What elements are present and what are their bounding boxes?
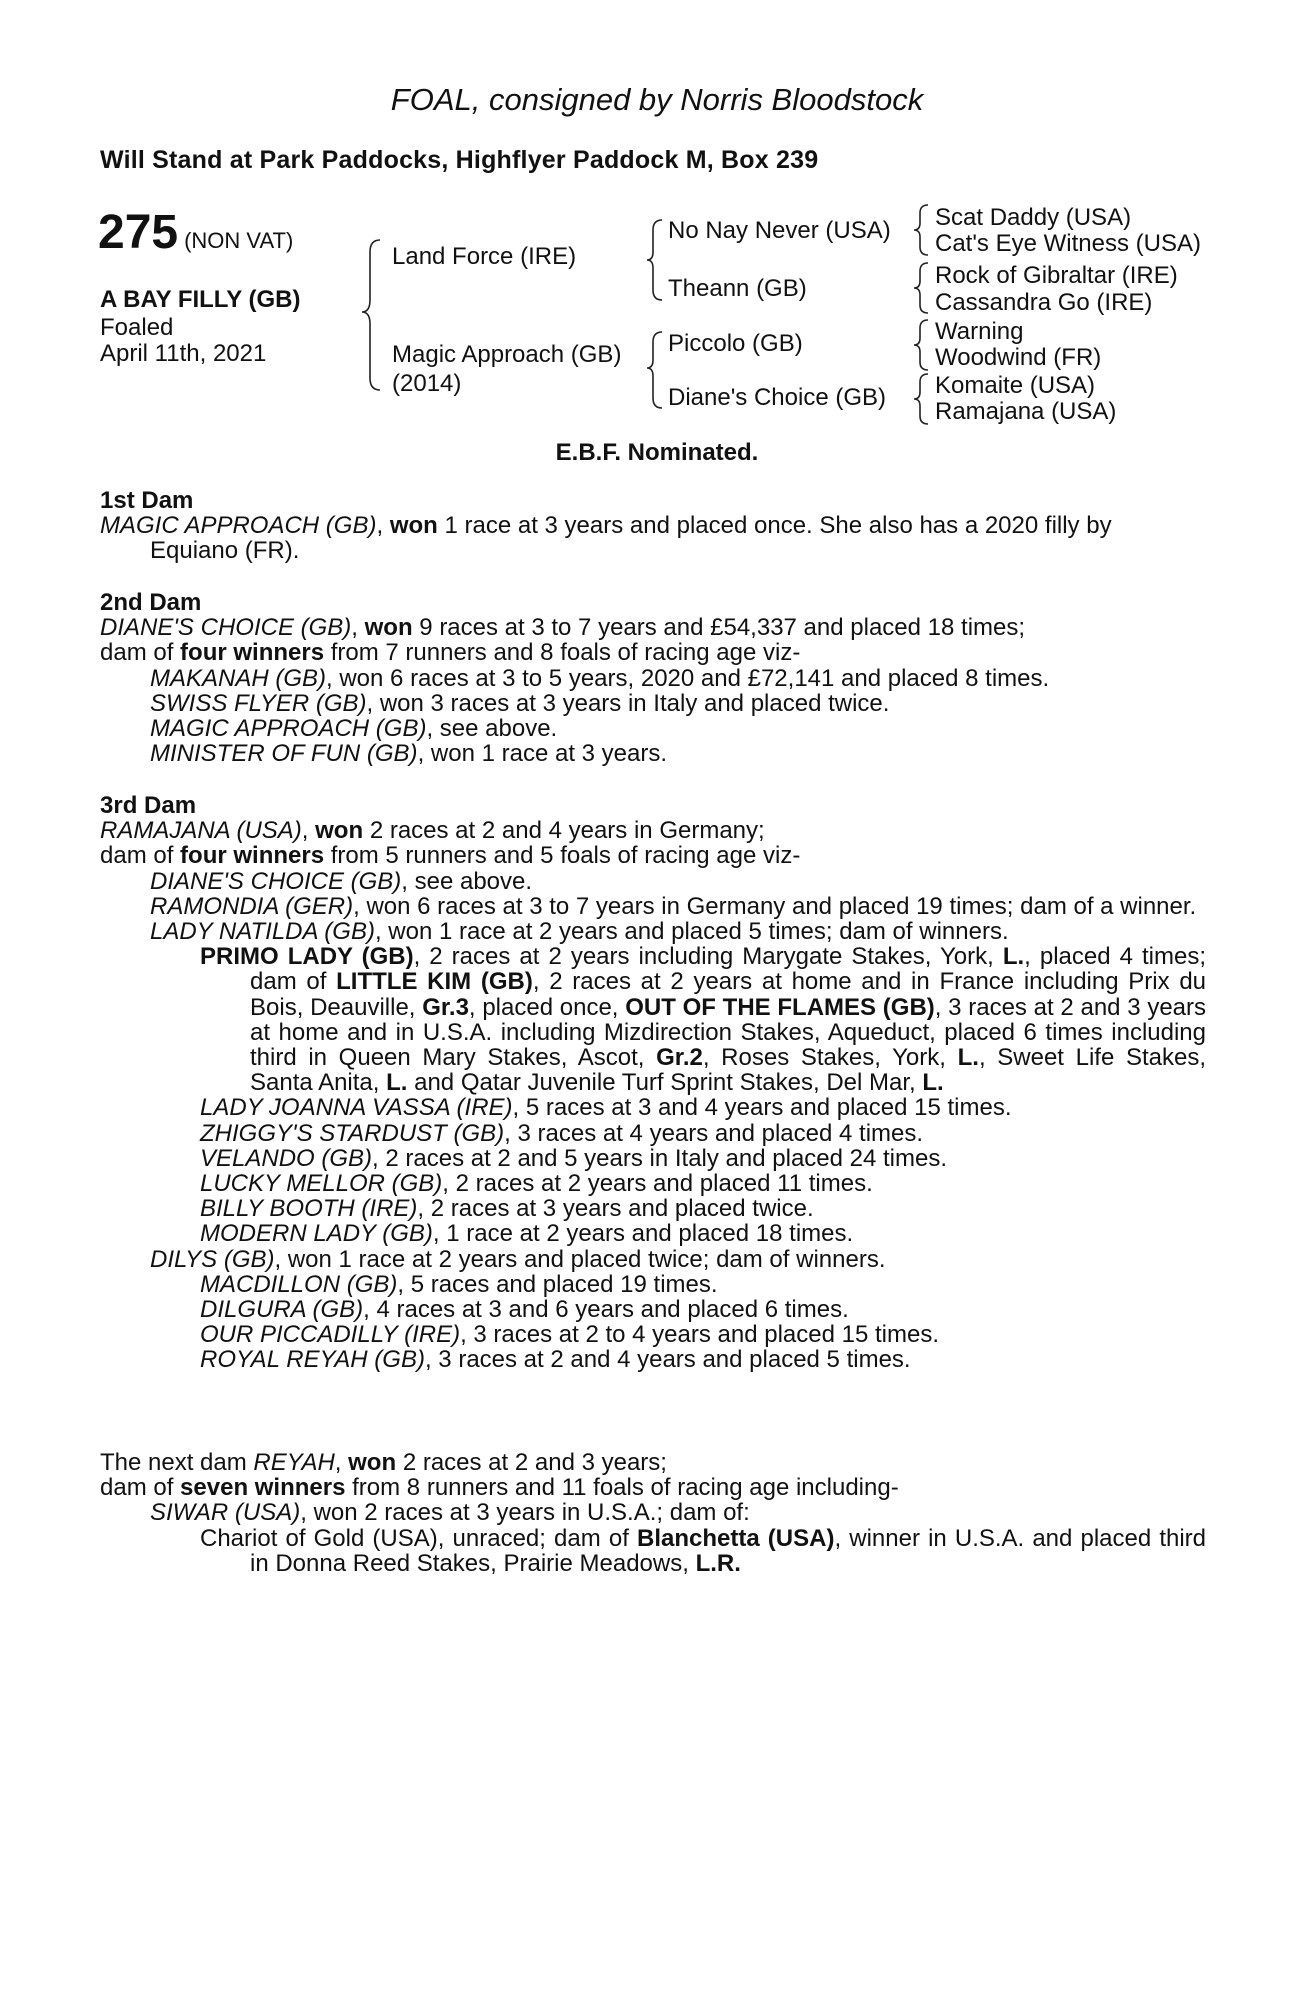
- progeny-name: MINISTER OF FUN (GB): [150, 740, 418, 768]
- won-label: won: [315, 817, 364, 845]
- gen3-brace-2: [914, 263, 928, 313]
- progeny-name: BILLY BOOTH (IRE): [200, 1195, 418, 1223]
- dam-brace: [647, 332, 662, 408]
- progeny-text: , 5 races at 3 and 4 years and placed 15 times.: [512, 1094, 1012, 1122]
- sire-brace: [647, 220, 662, 300]
- dam-name: RAMAJANA (USA): [100, 817, 302, 845]
- list-item: [100, 1095, 1206, 1120]
- first-dam-record: MAGIC APPROACH (GB), won 1 race at 3 years and placed once. She also has a 2020 filly by Equiano (FR).: [100, 512, 1112, 565]
- progeny-name: DIANE'S CHOICE (GB): [150, 867, 402, 895]
- progeny-text: , won 1 race at 2 years and placed twice; dam of winners.: [274, 1245, 886, 1273]
- third-dam-record: RAMAJANA (USA), won 2 races at 2 and 4 years in Germany;: [100, 817, 765, 845]
- record-text: , winner in U.S.A. and placed third in Donna Reed Stakes, Prairie Meadows,: [250, 1524, 1207, 1577]
- second-dam-record: DIANE'S CHOICE (GB), won 9 races at 3 to 7 years and £54,337 and placed 18 times;: [100, 614, 1026, 642]
- list-item: [100, 1247, 1206, 1272]
- progeny-name: SWISS FLYER (GB): [150, 689, 367, 717]
- gen4-8: Ramajana (USA): [935, 398, 1117, 425]
- sire-name: Land Force (IRE): [392, 243, 577, 270]
- progeny-text: , won 1 race at 3 years.: [417, 740, 668, 768]
- list-item: [100, 1500, 1206, 1525]
- progeny-name: VELANDO (GB): [200, 1144, 373, 1172]
- progeny-text: , 2 races at 2 and 5 years in Italy and placed 24 times.: [372, 1144, 948, 1172]
- next-dam-record: The next dam REYAH, won 2 races at 2 and 3 years;: [100, 1449, 667, 1476]
- progeny-text: , won 2 races at 3 years in U.S.A.; dam of:: [300, 1499, 750, 1527]
- list-item: [100, 1121, 1206, 1146]
- third-dam-heading: 3rd Dam: [100, 792, 197, 819]
- progeny-text: , won 6 races at 3 to 5 years, 2020 and £72,141 and placed 8 times.: [326, 664, 1050, 692]
- dam-dam: Diane's Choice (GB): [668, 384, 886, 411]
- list-item: [100, 1297, 1206, 1322]
- consignor-line: FOAL, consigned by Norris Bloodstock: [390, 82, 924, 117]
- list-item: [100, 666, 1206, 691]
- second-dam-heading: 2nd Dam: [100, 589, 202, 616]
- progeny-text: , 3 races at 4 years and placed 4 times.: [504, 1119, 924, 1147]
- winners-count: four winners: [180, 842, 325, 870]
- horse-description: A BAY FILLY (GB): [100, 286, 301, 313]
- record-text: 2 races at 2 and 4 years in Germany;: [369, 817, 765, 845]
- dam-of-label: dam of: [100, 639, 174, 667]
- record-text: , Roses Stakes, York,: [702, 1044, 946, 1072]
- progeny-name: MACDILLON (GB): [200, 1270, 398, 1298]
- winners-count: four winners: [180, 639, 325, 667]
- first-dam-heading: 1st Dam: [100, 487, 194, 514]
- gen4-7: Komaite (USA): [935, 372, 1096, 399]
- list-item: [100, 919, 1206, 944]
- progeny-text: , won 3 races at 3 years in Italy and placed twice.: [366, 689, 890, 717]
- dam-name: Magic Approach (GB): [392, 341, 622, 368]
- progeny-name: SIWAR (USA): [150, 1499, 301, 1527]
- dam-of-label: dam of: [100, 1474, 174, 1502]
- gen4-3: Rock of Gibraltar (IRE): [935, 262, 1178, 289]
- gen4-6: Woodwind (FR): [935, 344, 1102, 371]
- record-text: , placed 4 times; dam of: [250, 943, 1206, 996]
- progeny-text: , won 1 race at 2 years and placed 5 times; dam of winners.: [374, 918, 1009, 946]
- list-item: [100, 1146, 1206, 1171]
- list-item: [100, 1171, 1206, 1196]
- list-item: [100, 1347, 1206, 1372]
- progeny-name: ZHIGGY'S STARDUST (GB): [200, 1119, 505, 1147]
- gen4-5: Warning: [935, 318, 1024, 345]
- vat-status: (NON VAT): [184, 228, 294, 253]
- second-dam-section: [100, 590, 1206, 766]
- stand-location: Will Stand at Park Paddocks, Highflyer Paddock M, Box 239: [100, 146, 819, 174]
- listed-badge: L.: [386, 1069, 408, 1097]
- dam-of-label: dam of: [100, 842, 174, 870]
- progeny-text: , 3 races at 2 and 4 years and placed 5 times.: [424, 1346, 911, 1374]
- second-dam-produce: [100, 640, 1206, 665]
- progeny-name: LADY NATILDA (GB): [150, 918, 375, 946]
- gen4-4: Cassandra Go (IRE): [935, 289, 1153, 316]
- won-label: won: [348, 1449, 397, 1476]
- dam-name: REYAH: [253, 1449, 335, 1476]
- progeny-name: ROYAL REYAH (GB): [200, 1346, 425, 1374]
- primo-lady-entry: [100, 944, 1206, 1095]
- progeny-name: Blanchetta (USA): [637, 1524, 835, 1552]
- progeny-name: LUCKY MELLOR (GB): [200, 1170, 443, 1198]
- next-dam-section: [100, 1450, 1206, 1576]
- gen3-brace-3: [914, 320, 928, 370]
- gen3-brace-1: [914, 205, 928, 255]
- group-badge: Gr.2: [656, 1044, 703, 1072]
- won-label: won: [389, 512, 438, 540]
- progeny-text: , 2 races at 3 years and placed twice.: [417, 1195, 814, 1223]
- sire-sire: No Nay Never (USA): [668, 217, 891, 244]
- progeny-name: LADY JOANNA VASSA (IRE): [200, 1094, 513, 1122]
- progeny-name: LITTLE KIM (GB): [336, 968, 533, 996]
- record-text: , 2 races at 2 years at home and in France including Prix du Bois, Deauville,: [250, 968, 1207, 1021]
- winners-count: seven winners: [180, 1474, 346, 1502]
- foaled-date: April 11th, 2021: [100, 340, 267, 367]
- group-badge: Gr.3: [422, 993, 469, 1021]
- progeny-name: OUT OF THE FLAMES (GB): [625, 993, 935, 1021]
- progeny-name: DILYS (GB): [150, 1245, 275, 1273]
- record-text: , Sweet Life Stakes, Santa Anita,: [250, 1044, 1207, 1097]
- list-item: [100, 1272, 1206, 1297]
- dam-year: (2014): [392, 370, 462, 397]
- gen4-1: Scat Daddy (USA): [935, 204, 1132, 231]
- ebf-nomination: E.B.F. Nominated.: [555, 439, 759, 466]
- third-dam-section: [100, 793, 1206, 1373]
- progeny-text: , see above.: [401, 867, 533, 895]
- list-item: [100, 1196, 1206, 1221]
- progeny-text: , 1 race at 2 years and placed 18 times.: [432, 1220, 854, 1248]
- list-item: [100, 894, 1206, 919]
- runners-text: from 5 runners and 5 foals of racing age viz-: [330, 842, 801, 870]
- progeny-name: RAMONDIA (GER): [150, 892, 354, 920]
- next-dam-produce: [100, 1475, 1206, 1500]
- third-dam-produce: [100, 843, 1206, 868]
- first-dam-section: [100, 488, 1206, 564]
- progeny-text: , see above.: [426, 715, 558, 743]
- foaled-label: Foaled: [100, 314, 174, 341]
- runners-text: from 8 runners and 11 foals of racing age including-: [352, 1474, 899, 1502]
- lot-number: 275: [98, 206, 179, 259]
- gen4-2: Cat's Eye Witness (USA): [935, 230, 1201, 257]
- record-text: and Qatar Juvenile Turf Sprint Stakes, Del Mar,: [414, 1069, 916, 1097]
- progeny-name: MAGIC APPROACH (GB): [150, 715, 427, 743]
- dam-name: MAGIC APPROACH (GB): [100, 512, 377, 540]
- main-brace: [362, 240, 380, 390]
- progeny-name: MAKANAH (GB): [150, 664, 327, 692]
- list-item: [100, 741, 1206, 766]
- progeny-name: MODERN LADY (GB): [200, 1220, 433, 1248]
- runners-text: from 7 runners and 8 foals of racing age viz-: [330, 639, 801, 667]
- progeny-text: , 2 races at 2 years and placed 11 times.: [442, 1170, 873, 1198]
- gen3-brace-4: [914, 374, 928, 424]
- chariot-entry: [100, 1526, 1206, 1576]
- dam-name: DIANE'S CHOICE (GB): [100, 614, 352, 642]
- listed-badge: L.: [922, 1069, 944, 1097]
- progeny-text: , 4 races at 3 and 6 years and placed 6 times.: [363, 1296, 849, 1324]
- record-text: , 3 races at 2 and 3 years at home and in U.S.A. including Mizdirection Stakes, Aqueduct, placed 6 times including third in Queen Mary Stakes, Ascot,: [250, 993, 1207, 1072]
- list-item: [100, 1221, 1206, 1246]
- list-item: [100, 869, 1206, 894]
- list-item: [100, 716, 1206, 741]
- listed-badge: L.R.: [695, 1549, 741, 1577]
- progeny-text: , won 6 races at 3 to 7 years in Germany and placed 19 times; dam of a winner.: [353, 892, 1197, 920]
- record-text: , placed once,: [468, 993, 619, 1021]
- record-text: Chariot of Gold (USA), unraced; dam of: [200, 1524, 629, 1552]
- record-text: 9 races at 3 to 7 years and £54,337 and placed 18 times;: [419, 614, 1026, 642]
- record-text: , 2 races at 2 years including Marygate Stakes, York,: [413, 943, 994, 971]
- record-text: 2 races at 2 and 3 years;: [402, 1449, 667, 1476]
- progeny-name: DILGURA (GB): [200, 1296, 364, 1324]
- sire-dam: Theann (GB): [668, 275, 807, 302]
- list-item: [100, 691, 1206, 716]
- list-item: [100, 1322, 1206, 1347]
- listed-badge: L.: [1002, 943, 1025, 971]
- won-label: won: [364, 614, 413, 642]
- listed-badge: L.: [957, 1044, 979, 1072]
- next-dam-intro: The next dam: [100, 1449, 247, 1476]
- progeny-name: OUR PICCADILLY (IRE): [200, 1321, 461, 1349]
- record-text: 1 race at 3 years and placed once. She also has a 2020 filly by Equiano (FR).: [150, 512, 1112, 565]
- dam-sire: Piccolo (GB): [668, 330, 803, 357]
- progeny-name: PRIMO LADY (GB): [200, 943, 414, 971]
- progeny-text: , 3 races at 2 to 4 years and placed 15 times.: [460, 1321, 940, 1349]
- progeny-text: , 5 races and placed 19 times.: [397, 1270, 718, 1298]
